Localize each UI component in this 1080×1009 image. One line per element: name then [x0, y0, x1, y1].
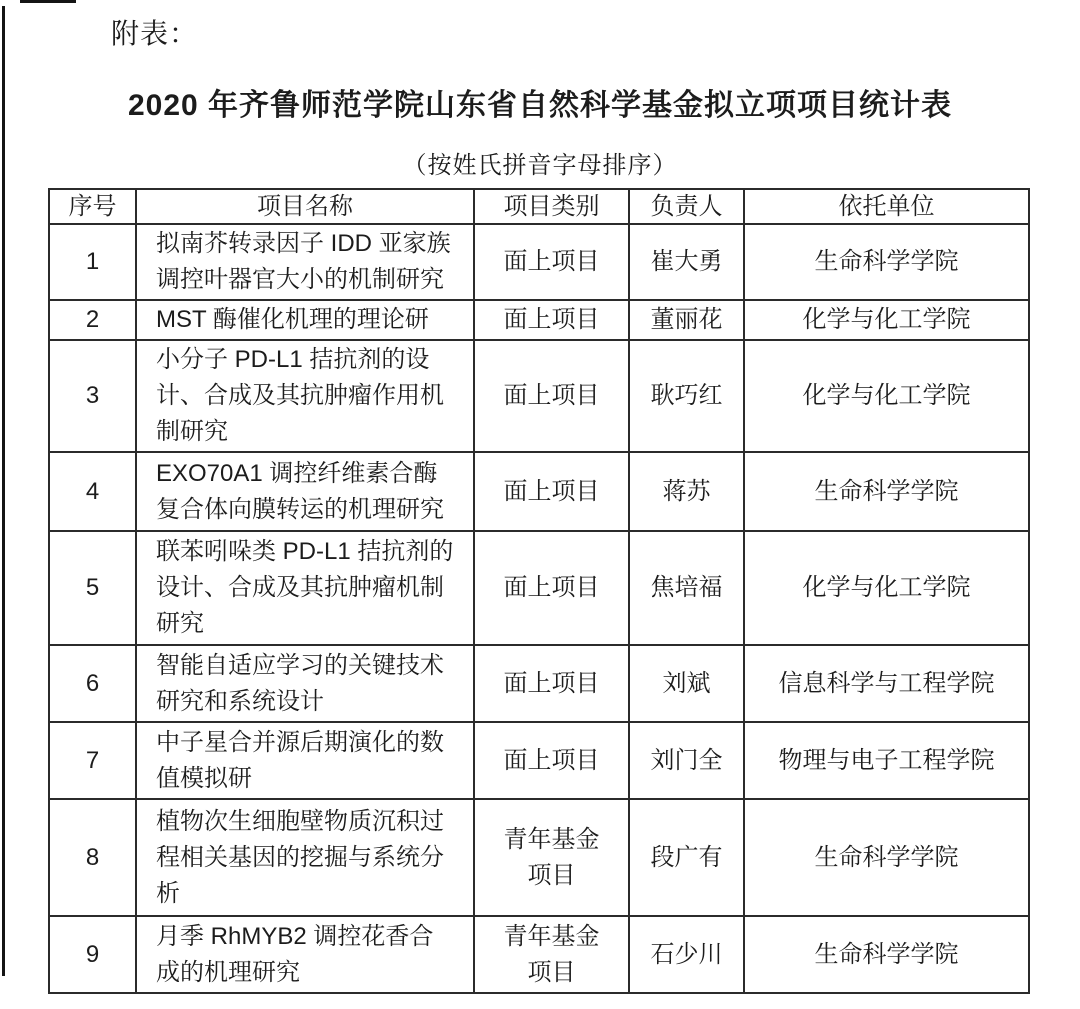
table-row — [49, 224, 1029, 300]
cell-supporting-unit: 信息科学与工程学院 — [744, 645, 1029, 722]
column-header-serial: 序号 — [49, 189, 136, 224]
cell-project-category: 面上项目 — [474, 300, 629, 340]
cell-serial-number: 3 — [49, 340, 136, 452]
cell-leader-name: 耿巧红 — [629, 340, 744, 452]
cell-project-category: 青年基金项目 — [474, 799, 629, 916]
table-header-row — [49, 189, 1029, 224]
cell-leader-name: 石少川 — [629, 916, 744, 993]
table-row — [49, 799, 1029, 916]
cell-project-category: 面上项目 — [474, 531, 629, 645]
table-row — [49, 645, 1029, 722]
cell-project-category: 面上项目 — [474, 452, 629, 531]
cell-project-name: 小分子 PD-L1 拮抗剂的设计、合成及其抗肿瘤作用机制研究 — [136, 340, 474, 452]
column-header-leader: 负责人 — [629, 189, 744, 224]
table-row — [49, 722, 1029, 799]
cell-project-category: 青年基金项目 — [474, 916, 629, 993]
table-row — [49, 452, 1029, 531]
cell-project-category: 面上项目 — [474, 722, 629, 799]
cell-project-name: EXO70A1 调控纤维素合酶复合体向膜转运的机理研究 — [136, 452, 474, 531]
cell-project-name: 拟南芥转录因子 IDD 亚家族调控叶器官大小的机制研究 — [136, 224, 474, 300]
cell-project-category: 面上项目 — [474, 340, 629, 452]
cell-project-name: 智能自适应学习的关键技术研究和系统设计 — [136, 645, 474, 722]
cell-serial-number: 2 — [49, 300, 136, 340]
cell-leader-name: 董丽花 — [629, 300, 744, 340]
column-header-project-name: 项目名称 — [136, 189, 474, 224]
cell-serial-number: 1 — [49, 224, 136, 300]
cell-leader-name: 崔大勇 — [629, 224, 744, 300]
cell-leader-name: 段广有 — [629, 799, 744, 916]
cell-leader-name: 焦培福 — [629, 531, 744, 645]
cell-serial-number: 6 — [49, 645, 136, 722]
cell-supporting-unit: 化学与化工学院 — [744, 340, 1029, 452]
cell-leader-name: 蒋苏 — [629, 452, 744, 531]
cell-serial-number: 7 — [49, 722, 136, 799]
cell-supporting-unit: 化学与化工学院 — [744, 531, 1029, 645]
cell-project-name: 中子星合并源后期演化的数值模拟研 — [136, 722, 474, 799]
cell-supporting-unit: 物理与电子工程学院 — [744, 722, 1029, 799]
table-row — [49, 340, 1029, 452]
cell-serial-number: 5 — [49, 531, 136, 645]
cell-project-category: 面上项目 — [474, 224, 629, 300]
cell-supporting-unit: 生命科学学院 — [744, 224, 1029, 300]
cell-supporting-unit: 生命科学学院 — [744, 799, 1029, 916]
cell-supporting-unit: 化学与化工学院 — [744, 300, 1029, 340]
column-header-category: 项目类别 — [474, 189, 629, 224]
cell-serial-number: 9 — [49, 916, 136, 993]
page-title: 2020 年齐鲁师范学院山东省自然科学基金拟立项项目统计表 — [127, 89, 953, 122]
page-subtitle: （按姓氏拼音字母排序） — [402, 152, 678, 179]
table-body — [49, 224, 1029, 993]
cell-serial-number: 4 — [49, 452, 136, 531]
projects-table — [48, 188, 1030, 994]
table-row — [49, 916, 1029, 993]
cell-project-name: MST 酶催化机理的理论研 — [136, 300, 474, 340]
table-row — [49, 300, 1029, 340]
appendix-label: 附表： — [111, 18, 199, 49]
table-row — [49, 531, 1029, 645]
cell-supporting-unit: 生命科学学院 — [744, 452, 1029, 531]
cell-leader-name: 刘斌 — [629, 645, 744, 722]
cell-leader-name: 刘门全 — [629, 722, 744, 799]
scan-artifact-line-top — [20, 0, 76, 3]
column-header-unit: 依托单位 — [744, 189, 1029, 224]
cell-supporting-unit: 生命科学学院 — [744, 916, 1029, 993]
cell-project-name: 联苯吲哚类 PD-L1 拮抗剂的设计、合成及其抗肿瘤机制研究 — [136, 531, 474, 645]
cell-project-name: 植物次生细胞壁物质沉积过程相关基因的挖掘与系统分析 — [136, 799, 474, 916]
cell-serial-number: 8 — [49, 799, 136, 916]
cell-project-name: 月季 RhMYB2 调控花香合成的机理研究 — [136, 916, 474, 993]
cell-project-category: 面上项目 — [474, 645, 629, 722]
